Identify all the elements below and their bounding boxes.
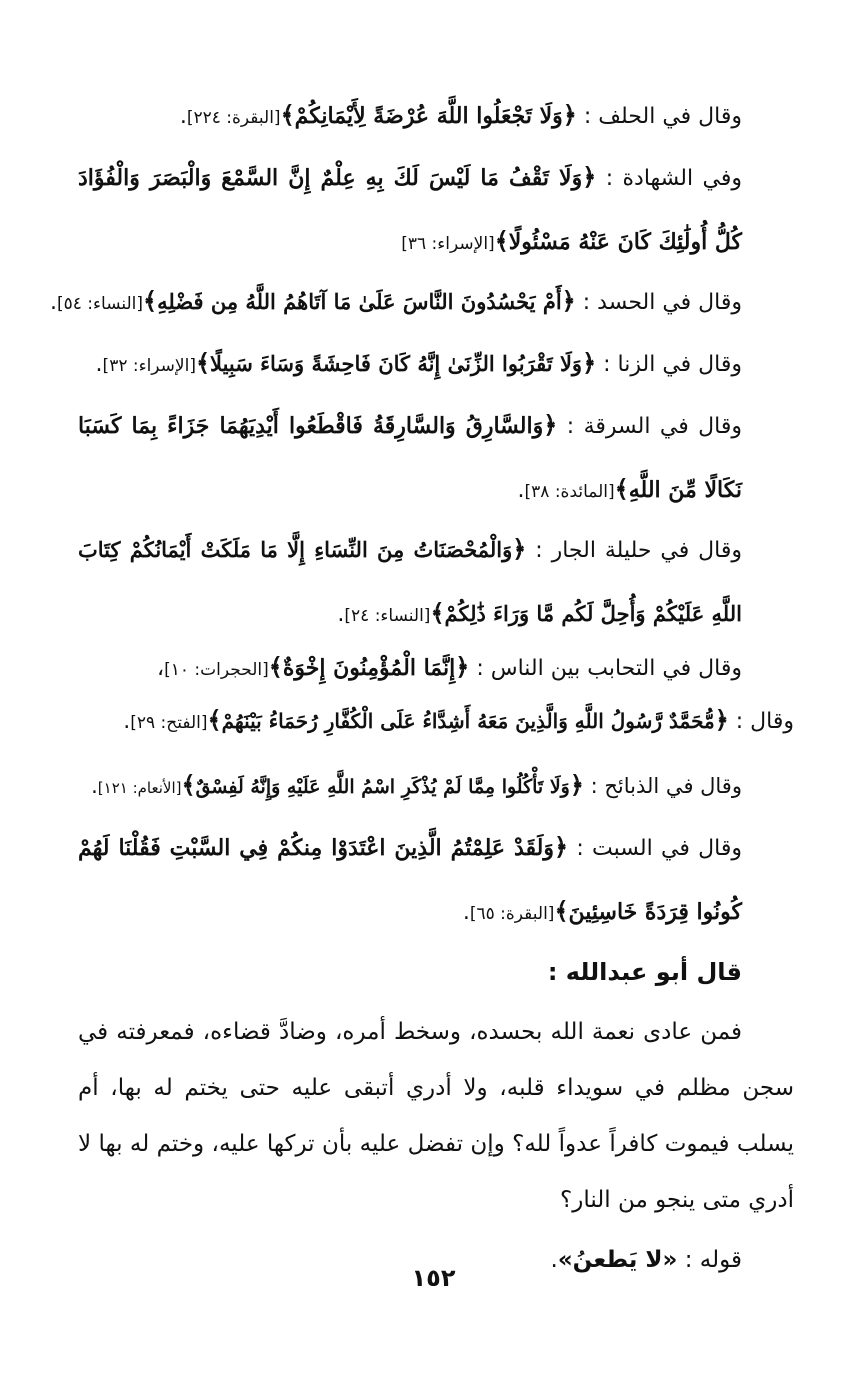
ornate-bracket-close: ﴾ <box>430 598 445 627</box>
quote-line-slaughter <box>78 754 794 816</box>
footer-intro: قوله : <box>684 1247 742 1273</box>
line-end: . <box>50 290 57 315</box>
line-intro: وقال في السبت : <box>576 836 742 861</box>
ornate-bracket-open: ﴿ <box>455 652 470 681</box>
quote-line-muhammad <box>78 692 794 754</box>
quote-line-testimony <box>78 146 794 270</box>
page-content <box>50 84 794 1288</box>
quran-verse: وَلَا تَأْكُلُوا مِمَّا لَمْ يُذْكَرِ اسْمُ اللَّهِ عَلَيْهِ وَإِنَّهُ لَفِسْقٌ <box>195 776 570 798</box>
line-intro: وقال في حليلة الجار : <box>535 538 742 563</box>
verse-reference: [الإسراء: ٣٢] <box>102 356 196 376</box>
line-end: ، <box>157 656 165 681</box>
verse-reference: [الأنعام: ١٢١] <box>97 779 182 797</box>
commentary-paragraph <box>78 1004 794 1232</box>
quran-verse: إِنَّمَا الْمُؤْمِنُونَ إِخْوَةٌ <box>282 655 456 681</box>
ornate-bracket-close: ﴾ <box>268 652 283 681</box>
footer-end: . <box>550 1247 558 1273</box>
quote-line-oath <box>78 84 794 146</box>
ornate-bracket-close: ﴾ <box>207 705 222 734</box>
ornate-bracket-close: ﴾ <box>494 226 509 255</box>
ornate-bracket-open: ﴿ <box>714 705 729 734</box>
ornate-bracket-open: ﴿ <box>553 832 569 861</box>
line-intro: وقال في الحسد : <box>582 290 742 315</box>
verse-reference: [البقرة: ٢٢٤] <box>186 108 281 128</box>
line-intro: وقال في الزنا : <box>603 352 742 377</box>
quote-line-sabbath <box>78 816 794 940</box>
ornate-bracket-open: ﴿ <box>582 162 597 191</box>
verse-reference: [البقرة: ٦٥] <box>469 904 555 924</box>
ornate-bracket-close: ﴾ <box>614 474 629 503</box>
section-heading: قال أبو عبدالله : <box>547 958 742 986</box>
quote-line-envy <box>50 270 794 332</box>
quran-verse: وَالْمُحْصَنَاتُ مِنَ النِّسَاءِ إِلَّا مَا مَلَكَتْ أَيْمَانُكُمْ كِتَابَ اللَّهِ عَلَيْكُمْ وَأُحِلَّ لَكُم مَّا وَرَاءَ ذَٰلِكُمْ <box>78 537 742 626</box>
line-intro: وقال في الحلف : <box>583 104 742 129</box>
ornate-bracket-close: ﴾ <box>143 286 158 315</box>
ornate-bracket-close: ﴾ <box>181 770 196 799</box>
quran-verse: وَالسَّارِقُ وَالسَّارِقَةُ فَاقْطَعُوا أَيْدِيَهُمَا جَزَاءً بِمَا كَسَبَا نَكَالًا مِّنَ اللَّهِ <box>78 413 742 503</box>
line-end: . <box>179 104 187 129</box>
page-number: ١٥٢ <box>411 1264 456 1292</box>
line-intro: وقال في الذبائح : <box>590 774 742 798</box>
line-end: . <box>91 774 98 798</box>
line-end: . <box>95 352 103 377</box>
line-intro: وقال : <box>735 709 794 734</box>
quote-line-theft <box>78 394 794 518</box>
commentary-text: فمن عادى نعمة الله بحسده، وسخط أمره، وضادَّ قضاءه، فمعرفته في سجن مظلم في سويداء قلبه، ولا أدري أتبقى عليه حتى يختم له بها، أم يسلب فيموت كافراً عدواً لله؟ وإن تفضل عليه بأن تركها عليه، وختم له بها لا أدري متى ينجو من النار؟ <box>78 1019 794 1213</box>
line-intro: وفي الشهادة : <box>605 166 743 191</box>
quote-line-neighbor-wife <box>78 518 794 642</box>
quran-verse: وَلَا تَقْفُ مَا لَيْسَ لَكَ بِهِ عِلْمٌ إِنَّ السَّمْعَ وَالْبَصَرَ وَالْفُؤَادَ كُلُّ أُولَٰئِكَ كَانَ عَنْهُ مَسْئُولًا <box>78 165 742 255</box>
verse-reference: [الحجرات: ١٠] <box>164 660 269 680</box>
line-end: . <box>517 478 525 503</box>
ornate-bracket-open: ﴿ <box>561 286 576 315</box>
quran-verse: وَلَقَدْ عَلِمْتُمُ الَّذِينَ اعْتَدَوْا مِنكُمْ فِي السَّبْتِ فَقُلْنَا لَهُمْ كُونُوا قِرَدَةً خَاسِئِينَ <box>78 835 742 925</box>
ornate-bracket-close: ﴾ <box>280 100 295 129</box>
ornate-bracket-open: ﴿ <box>512 534 527 563</box>
ornate-bracket-open: ﴿ <box>543 410 558 439</box>
ornate-bracket-open: ﴿ <box>562 100 577 129</box>
quran-verse: وَلَا تَقْرَبُوا الزِّنَىٰ إِنَّهُ كَانَ فَاحِشَةً وَسَاءَ سَبِيلًا <box>210 351 583 376</box>
verse-reference: [النساء: ٥٤] <box>57 294 144 314</box>
quran-verse: أَمْ يَحْسُدُونَ النَّاسَ عَلَىٰ مَا آتَاهُمُ اللَّهُ مِن فَضْلِهِ <box>157 289 562 314</box>
line-end: . <box>123 709 131 734</box>
ornate-bracket-close: ﴾ <box>195 348 211 377</box>
ornate-bracket-open: ﴿ <box>569 770 584 799</box>
quran-verse: مُّحَمَّدٌ رَّسُولُ اللَّهِ وَالَّذِينَ مَعَهُ أَشِدَّاءُ عَلَى الْكُفَّارِ رُحَمَاءُ بَيْنَهُمْ <box>221 709 715 733</box>
line-end: . <box>462 900 470 925</box>
line-intro: وقال في التحابب بين الناس : <box>476 656 742 681</box>
quote-line-brotherhood <box>78 642 794 692</box>
line-end: . <box>337 602 345 627</box>
quran-verse: وَلَا تَجْعَلُوا اللَّهَ عُرْضَةً لِأَيْمَانِكُمْ <box>294 103 563 129</box>
line-intro: وقال في السرقة : <box>566 414 742 439</box>
ornate-bracket-open: ﴿ <box>582 348 597 377</box>
quote-line-adultery <box>78 332 794 394</box>
footer-quote: «لا يَطعنُ» <box>557 1247 678 1273</box>
verse-reference: [النساء: ٢٤] <box>344 606 431 626</box>
verse-reference: [الإسراء: ٣٦] <box>401 234 495 254</box>
ornate-bracket-close: ﴾ <box>554 896 569 925</box>
verse-reference: [المائدة: ٣٨] <box>524 482 615 502</box>
verse-reference: [الفتح: ٢٩] <box>130 713 208 733</box>
